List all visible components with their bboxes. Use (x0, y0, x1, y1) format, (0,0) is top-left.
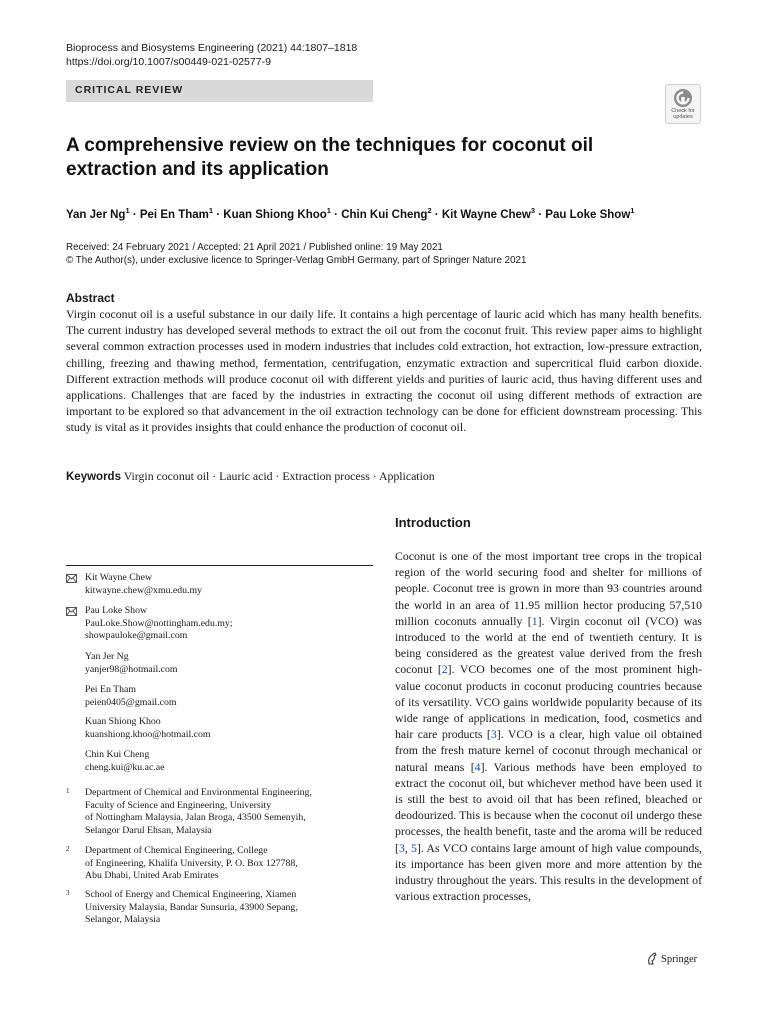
author-affiliation-marker[interactable]: 1 (630, 206, 635, 215)
contact-email[interactable]: peien0405@gmail.com (85, 696, 177, 708)
affiliation-entry (85, 845, 370, 883)
affiliation-entry (85, 787, 370, 837)
abstract-heading: Abstract (66, 291, 115, 305)
introduction-text-run: ]. VCO becomes one of the most prominent high-value coconut products in coconut producing countries because of its versatility. VCO gains worldwide popularity because of its wide range of applications in medication, food, cosmetics and hair care products [ (395, 662, 702, 742)
introduction-text-run: ]. VCO is a clear, high value oil obtained from the fresh mature kernel of coconut through mechanical or natural means [ (395, 727, 702, 774)
check-updates-label: Check for updates (671, 108, 695, 120)
introduction-text-run: ]. Various methods have been employed to extract the coconut oil, but whichever method have been used it is still the best to avoid oil that has been refined, bleached or deodourized. This is because when the coconut oil undergo these processes, the health benefit, taste and the aroma will be reduced [ (395, 759, 702, 855)
affiliation-line: Abu Dhabi, United Arab Emirates (85, 870, 219, 881)
author-name[interactable]: Kuan Shiong Khoo (223, 208, 327, 221)
affiliation-entry (85, 889, 370, 927)
copyright-notice: © The Author(s), under exclusive licence to Springer-Verlag GmbH Germany, part of Springer Nature 2021 (66, 255, 527, 266)
footnote-divider (66, 565, 373, 566)
doi-link[interactable]: https://doi.org/10.1007/s00449-021-02577-9 (66, 56, 271, 68)
author-separator: · (431, 208, 442, 221)
citation-link[interactable]: 4 (474, 759, 481, 774)
contact-email[interactable]: cheng.kui@ku.ac.ae (85, 761, 165, 773)
author-separator: · (330, 208, 342, 221)
author-separator: · (213, 208, 224, 221)
contact-email[interactable]: kuanshiong.khoo@hotmail.com (85, 728, 211, 740)
mail-icon (66, 607, 77, 616)
citation-link[interactable]: 5 (411, 840, 417, 855)
citation-link[interactable]: 3 (398, 840, 405, 855)
abstract-body: Virgin coconut oil is a useful substance in our daily life. It contains a high percentage of lauric acid which has many health benefits. The current industry has developed several methods to extract the oil out from the coconut fruit. This review paper aims to highlight several common extraction processes used in modern industries that includes cold extraction, hot extraction, low-pressure extraction, chilling, freezing and thawing method, fermentation, centrifugation, enzymatic extraction and supercritical fluid carbon dioxide. Different extraction methods will produce coconut oil with different yields and purities of lauric acid, thus having different uses and applications. Challenges that are faced by the industries in extracting the coconut oil using different methods of extraction are important to be explored so that advancement in the oil extraction technology can be done for efficient downstream processing. This study is vital as it provides insights that could enhance the production of coconut oil. (66, 307, 702, 435)
check-for-updates-badge[interactable] (665, 84, 701, 124)
introduction-text-run: , (404, 840, 412, 855)
affiliation-number: 1 (66, 787, 70, 795)
contact-email[interactable]: showpauloke@gmail.com (85, 630, 188, 641)
introduction-body (395, 548, 702, 904)
introduction-text-run: Coconut is one of the most important tree crops in the tropical region of the world securing food and shelter for millions of people. Coconut tree is grown in more than 93 countries around the world in an area of 11.95 million hector producing 57,510 million coconuts annually [ (395, 549, 702, 628)
contact-name: Pau Loke Show (85, 605, 148, 616)
publisher-footer (646, 952, 697, 965)
contact-email[interactable]: kitwayne.chew@xmu.edu.my (85, 584, 203, 596)
affiliation-number: 2 (66, 845, 70, 853)
contact-entry (85, 651, 178, 676)
contact-entry (85, 605, 233, 643)
article-title: A comprehensive review on the techniques for coconut oil extraction and its application (66, 135, 594, 180)
article-type-label: CRITICAL REVIEW (75, 84, 184, 96)
contact-email[interactable]: PauLoke.Show@nottingham.edu.my; (85, 617, 233, 629)
affiliation-line: Selangor, Malaysia (85, 914, 161, 925)
contact-entry (85, 749, 164, 774)
keywords-line (66, 468, 435, 485)
contact-entry (85, 684, 176, 709)
keywords-text: Virgin coconut oil · Lauric acid · Extraction process · Application (123, 469, 435, 483)
contact-name: Chin Kui Cheng (85, 749, 150, 760)
author-name[interactable]: Chin Kui Cheng (341, 208, 428, 221)
citation-link[interactable]: 3 (490, 727, 497, 742)
affiliation-line: Selangor Darul Ehsan, Malaysia (85, 824, 212, 836)
author-name[interactable]: Pau Loke Show (545, 208, 631, 221)
author-separator: · (535, 208, 546, 221)
publisher-name: Springer (661, 954, 698, 965)
introduction-heading: Introduction (395, 515, 471, 530)
contact-entry (85, 716, 210, 741)
journal-citation: Bioprocess and Biosystems Engineering (2021) 44:1807–1818 (66, 42, 358, 54)
introduction-text-run: ]. As VCO contains large amount of high value compounds, its importance has been given more and more attention by the industry throughout the years. This results in the development of various extraction processes, (395, 840, 702, 904)
author-name[interactable]: Yan Jer Ng (66, 208, 126, 221)
author-separator: · (129, 208, 140, 221)
affiliation-line: of Engineering, Khalifa University, P. O. Box 127788, (85, 857, 298, 869)
article-type-banner (66, 80, 373, 102)
springer-horse-icon (646, 952, 658, 965)
contact-entry (85, 572, 202, 597)
contact-name: Kuan Shiong Khoo (85, 716, 161, 727)
citation-link[interactable]: 1 (531, 613, 538, 628)
contact-name: Pei En Tham (85, 684, 136, 695)
author-name[interactable]: Pei En Tham (139, 208, 209, 221)
author-name[interactable]: Kit Wayne Chew (441, 208, 531, 221)
keywords-label: Keywords (66, 471, 121, 483)
author-affiliation-marker[interactable]: 1 (326, 206, 331, 215)
check-updates-icon (673, 88, 693, 108)
author-affiliation-marker[interactable]: 2 (427, 206, 432, 215)
mail-icon (66, 574, 77, 583)
contact-name: Kit Wayne Chew (85, 572, 153, 583)
affiliation-number: 3 (66, 889, 70, 897)
citation-link[interactable]: 2 (441, 662, 448, 677)
publication-dates: Received: 24 February 2021 / Accepted: 21 April 2021 / Published online: 19 May 2021 (66, 242, 443, 253)
author-list (66, 203, 706, 223)
affiliation-line: Department of Chemical Engineering, College (85, 845, 268, 856)
contact-name: Yan Jer Ng (85, 651, 129, 662)
affiliation-line: University Malaysia, Bandar Sunsuria, 43900 Sepang, (85, 901, 298, 913)
author-affiliation-marker[interactable]: 1 (125, 206, 130, 215)
author-affiliation-marker[interactable]: 1 (208, 206, 214, 215)
introduction-text-run: ]. Virgin coconut oil (VCO) was introduced to the world at the end of twentieth century. It is being considered as the greatest value derived from the fresh coconut [ (395, 613, 702, 677)
affiliation-line: School of Energy and Chemical Engineering, Xiamen (85, 889, 297, 900)
author-affiliation-marker[interactable]: 3 (530, 206, 536, 215)
affiliation-line: Department of Chemical and Environmental Engineering, (85, 787, 312, 798)
affiliation-line: Faculty of Science and Engineering, University (85, 799, 272, 811)
contact-email[interactable]: yanjer98@hotmail.com (85, 663, 178, 675)
affiliation-line: of Nottingham Malaysia, Jalan Broga, 43500 Semenyih, (85, 812, 306, 823)
